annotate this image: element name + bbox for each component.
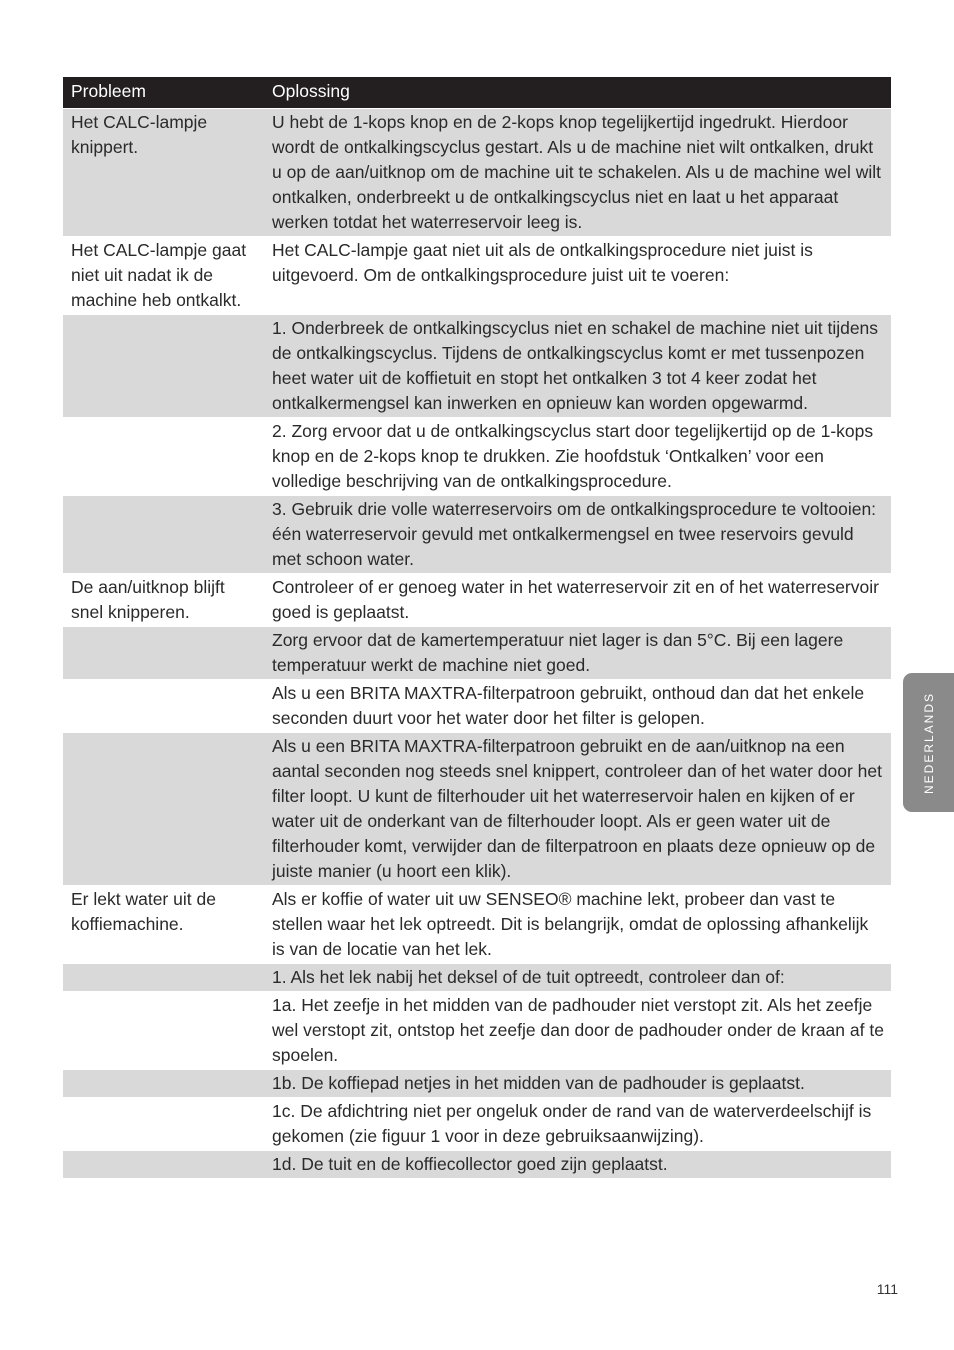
table-row	[63, 733, 891, 886]
table-row	[63, 1098, 891, 1151]
solution-cell: Controleer of er genoeg water in het waterreservoir zit en of het waterreservoir goed is geplaatst.	[272, 577, 879, 622]
table-row	[63, 1151, 891, 1179]
problem-cell	[63, 627, 264, 679]
solution-cell: 1d. De tuit en de koffiecollector goed zijn geplaatst.	[272, 1154, 668, 1174]
solution-cell: Als u een BRITA MAXTRA-filterpatroon gebruikt en de aan/uitknop na een aantal seconden nog steeds snel knippert, controleer dan of het water door het filter loopt. U kunt de filterhouder uit het waterreservoir halen en kijken of er water uit de onderkant van de filterhouder loopt. Als er geen water uit de filterhouder komt, verwijder dan de filterpatroon en plaats deze opnieuw op de juiste manier (u hoort een klik).	[272, 736, 882, 881]
problem-cell	[63, 733, 264, 885]
table-row	[63, 680, 891, 733]
solution-cell: 1. Als het lek nabij het deksel of de tuit optreedt, controleer dan of:	[272, 967, 785, 987]
problem-cell	[63, 418, 264, 495]
solution-cell: Het CALC-lampje gaat niet uit als de ontkalkingsprocedure niet juist is uitgevoerd. Om de ontkalkingsprocedure juist uit te voeren:	[272, 240, 813, 285]
table-row	[63, 315, 891, 418]
table-row	[63, 237, 891, 315]
solution-cell: 3. Gebruik drie volle waterreservoirs om de ontkalkingsprocedure te voltooien: één waterreservoir gevuld met ontkalkermengsel en twee reservoirs gevuld met schoon water.	[272, 499, 877, 569]
problem-cell	[63, 315, 264, 417]
problem-cell: Er lekt water uit de koffiemachine.	[71, 889, 216, 934]
table-row	[63, 496, 891, 574]
header-problem: Probleem	[71, 81, 146, 101]
table-row	[63, 627, 891, 680]
problem-cell: Het CALC-lampje gaat niet uit nadat ik de machine heb ontkalkt.	[71, 240, 247, 310]
solution-cell: U hebt de 1-kops knop en de 2-kops knop tegelijkertijd ingedrukt. Hierdoor wordt de ontkalkingscyclus gestart. Als u de machine niet wilt ontkalken, drukt u op de aan/uitknop om de machine uit te schakelen. Als u de machine wel wilt ontkalken, onderbreekt u de ontkalkingscyclus niet en laat u het apparaat werken totdat het waterreservoir leeg is.	[272, 112, 881, 232]
problem-cell	[63, 1070, 264, 1097]
solution-cell: 1b. De koffiepad netjes in het midden van de padhouder is geplaatst.	[272, 1073, 805, 1093]
table-row	[63, 1070, 891, 1098]
solution-cell: Als er koffie of water uit uw SENSEO® machine lekt, probeer dan vast te stellen waar het lek optreedt. Dit is belangrijk, omdat de oplossing afhankelijk is van de locatie van het lek.	[272, 889, 869, 959]
table-row	[63, 418, 891, 496]
problem-cell	[63, 496, 264, 573]
side-tab-label: NEDERLANDS	[921, 691, 936, 794]
problem-cell	[63, 1151, 264, 1178]
table-row	[63, 109, 891, 237]
solution-cell: 2. Zorg ervoor dat u de ontkalkingscyclus start door tegelijkertijd op de 1-kops knop en de 2-kops knop te drukken. Zie hoofdstuk ‘Ontkalken’ voor een volledige beschrijving van de ontkalkingsprocedure.	[272, 421, 874, 491]
problem-cell: De aan/uitknop blijft snel knipperen.	[71, 577, 225, 622]
table-row	[63, 992, 891, 1070]
solution-cell: 1. Onderbreek de ontkalkingscyclus niet en schakel de machine niet uit tijdens de ontkalkingscyclus. Tijdens de ontkalkingscyclus komt er met tussenpozen heet water uit de koffietuit en stopt het ontkalken 3 tot 4 keer zodat het ontkalkermengsel kan inwerken en opnieuw kan worden opgewarmd.	[272, 318, 879, 413]
problem-cell	[63, 680, 264, 732]
problem-cell	[63, 1098, 264, 1150]
solution-cell: 1c. De afdichtring niet per ongeluk onder de rand van de waterverdeelschijf is gekomen (zie figuur 1 voor in deze gebruiksaanwijzing).	[272, 1101, 872, 1146]
solution-cell: Als u een BRITA MAXTRA-filterpatroon gebruikt, onthoud dan dat het enkele seconden duurt voor het water door het filter is gelopen.	[272, 683, 865, 728]
table-row	[63, 574, 891, 627]
language-side-tab	[903, 673, 954, 812]
header-solution: Oplossing	[272, 81, 350, 101]
table-row	[63, 964, 891, 992]
problem-cell	[63, 992, 264, 1069]
table-row	[63, 886, 891, 964]
solution-cell: 1a. Het zeefje in het midden van de padhouder niet verstopt zit. Als het zeefje wel verstopt zit, ontstop het zeefje dan door de padhouder onder de kraan af te spoelen.	[272, 995, 884, 1065]
problem-cell	[63, 964, 264, 991]
table-header	[63, 77, 891, 109]
problem-cell: Het CALC-lampje knippert.	[71, 112, 208, 157]
page-number: 111	[876, 1281, 898, 1297]
troubleshooting-table	[63, 77, 891, 1179]
solution-cell: Zorg ervoor dat de kamertemperatuur niet lager is dan 5°C. Bij een lagere temperatuur werkt de machine niet goed.	[272, 630, 844, 675]
